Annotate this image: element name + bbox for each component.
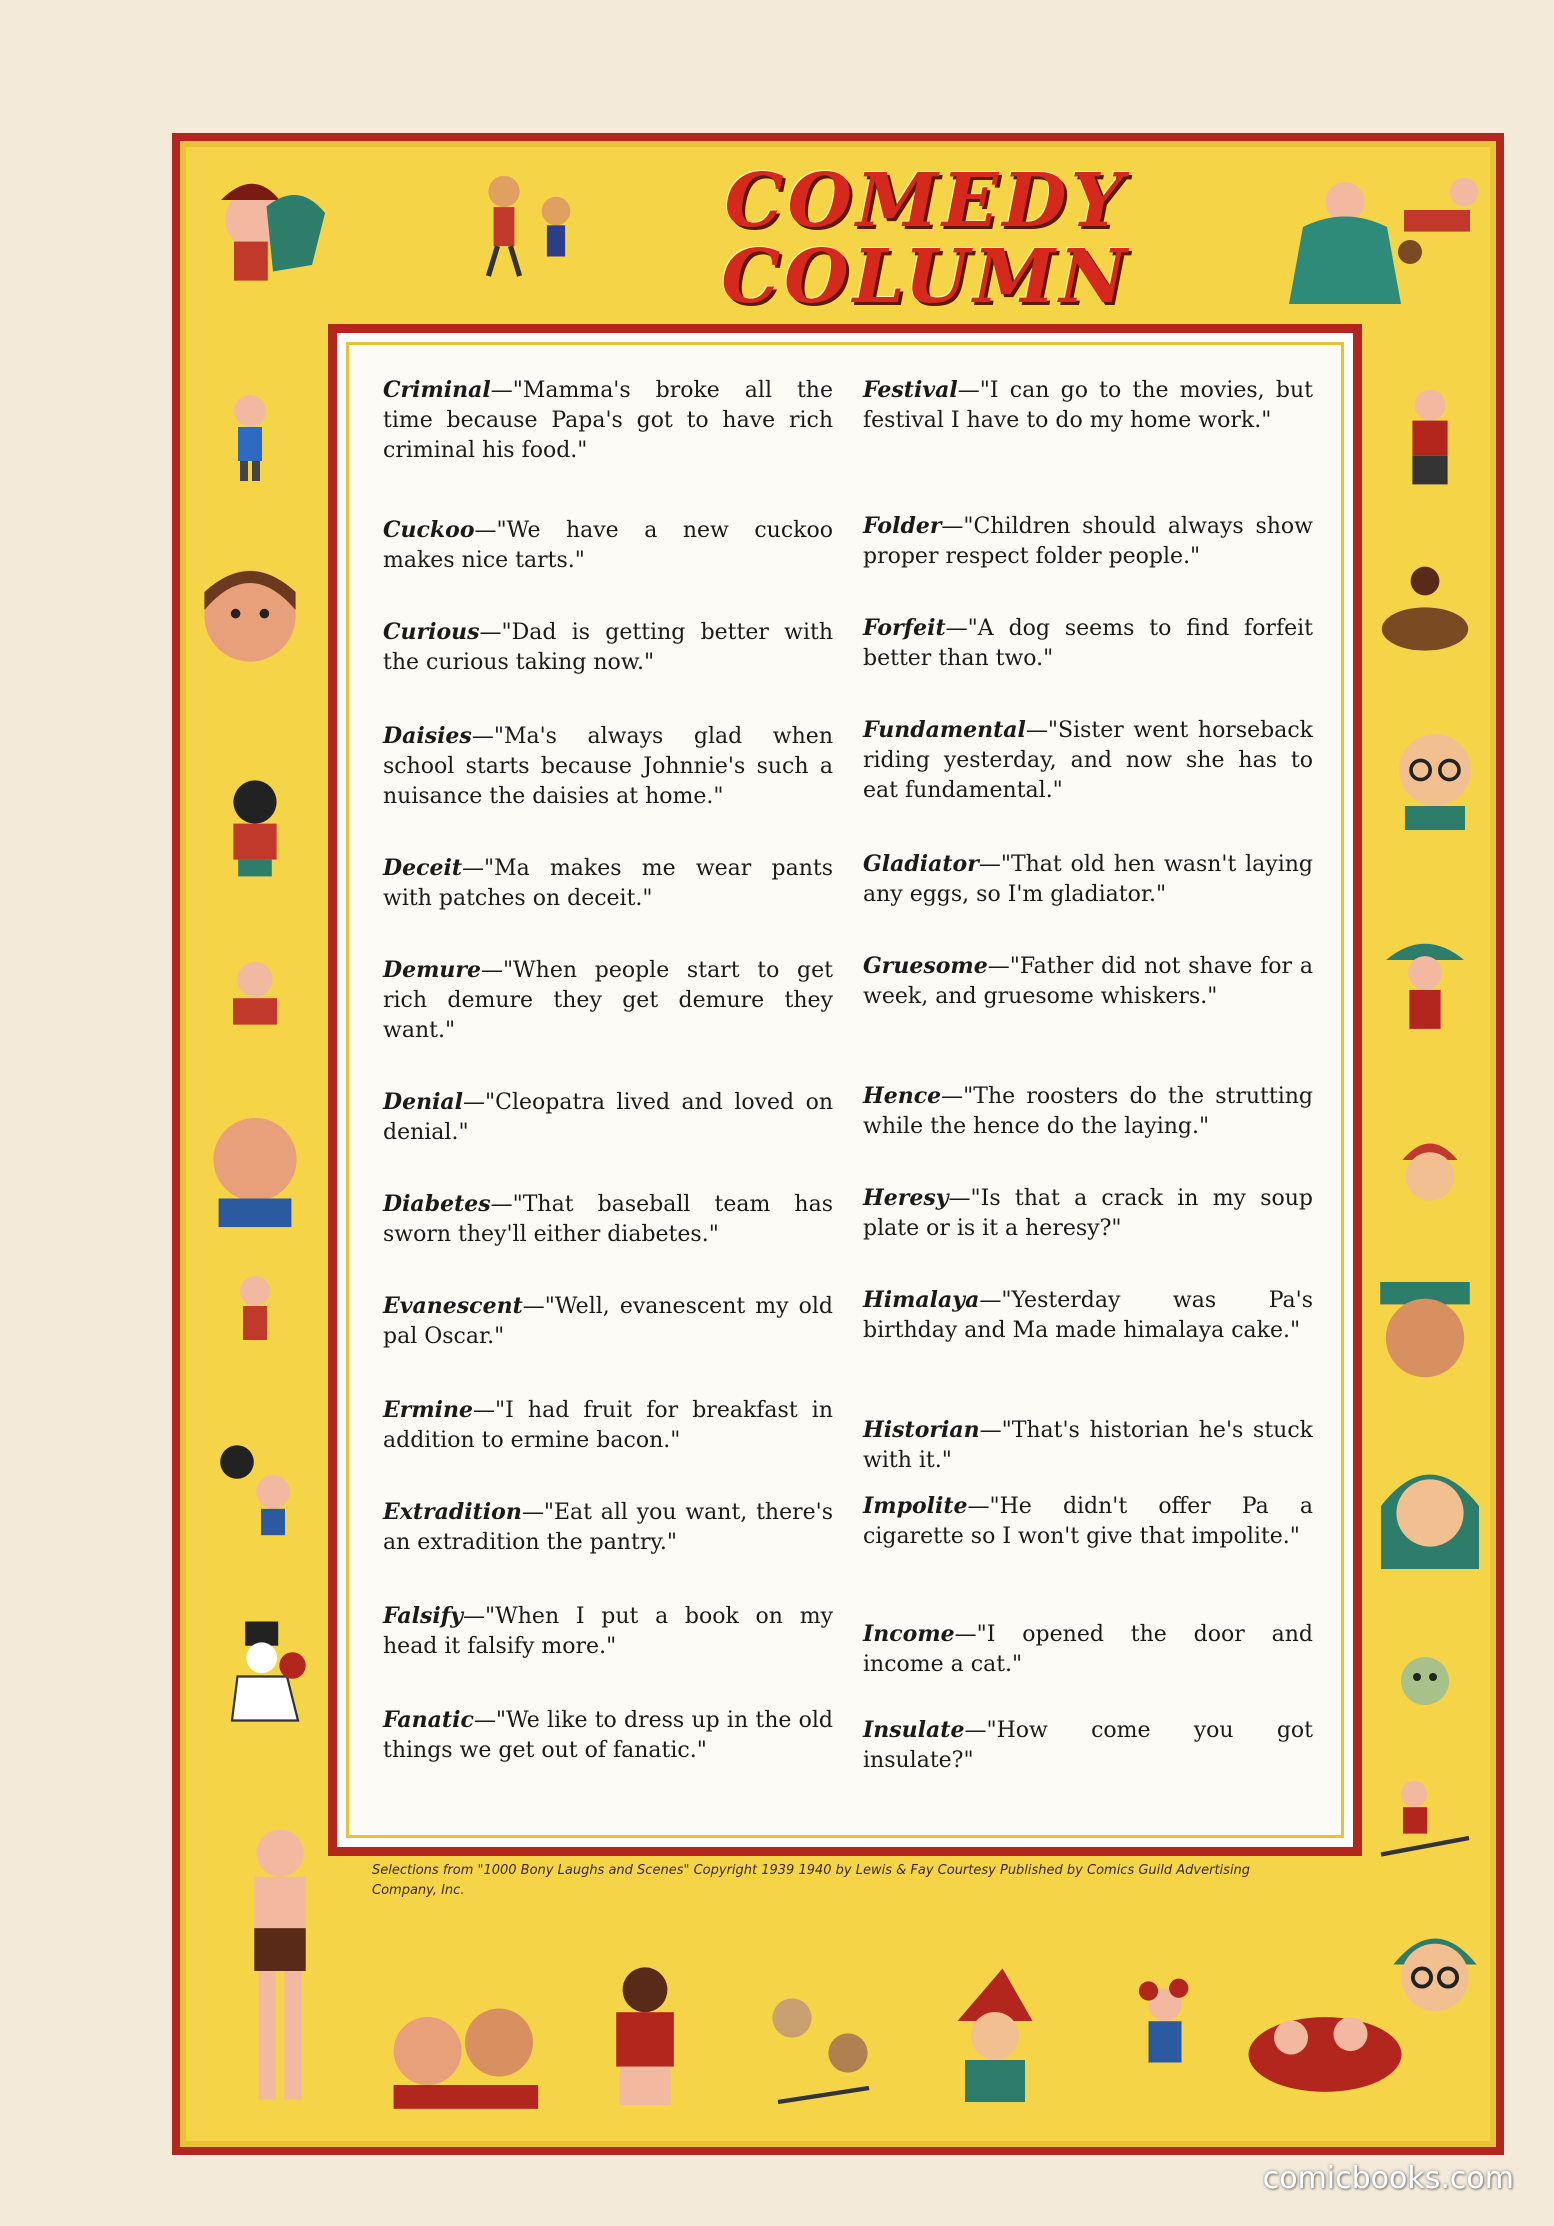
joke-entry [383,1497,833,1558]
joke-word: Gruesome [863,953,988,979]
joke-word: Heresy [863,1185,949,1211]
joke-word: Deceit [383,855,462,881]
joke-text: —"Eat all you want, there's an extradition the pantry." [383,1500,833,1555]
comedy-column-frame [172,133,1504,2155]
joke-text: —"Yesterday was Pa's birthday and Ma made himalaya cake." [863,1288,1313,1343]
gnome-icon [920,1951,1070,2121]
joke-text: —"We like to dress up in the old things we get out of fanatic." [383,1708,833,1763]
skier-icon [1365,1761,1485,1871]
bald-man-icon [190,1091,320,1241]
joke-entry [863,375,1313,436]
joke-word: Extradition [383,1499,522,1525]
joke-word: Forfeit [863,615,946,641]
joke-entry [383,1705,833,1766]
site-watermark: comicbooks.com [1262,2161,1514,2196]
joke-panel [328,324,1362,1856]
joke-text: —"That old hen wasn't laying any eggs, so I'm gladiator." [863,852,1313,907]
joke-entry [863,511,1313,572]
joke-word: Income [863,1621,955,1647]
joke-word: Daisies [383,723,472,749]
joke-word: Diabetes [383,1191,491,1217]
joke-entry [863,1715,1313,1776]
joke-text: —"Ma makes me wear pants with patches on deceit." [383,856,833,911]
joke-entry [863,849,1313,910]
joke-text: —"That's historian he's stuck with it." [863,1418,1313,1473]
boy-with-flowers-icon [1110,1971,1220,2121]
joke-text: —"Cleopatra lived and loved on denial." [383,1090,833,1145]
joke-text: —"The roosters do the strutting while the hence do the laying." [863,1084,1313,1139]
copyright-credit: Selections from "1000 Bony Laughs and Scenes" Copyright 1939 1940 by Lewis & Fay Courtesy Published by Comics Guild Advertising Company, Inc. [372,1863,1251,1898]
joke-entry [863,1183,1313,1244]
page-title [636,158,1216,320]
joke-entry [383,955,833,1046]
joke-word: Falsify [383,1603,464,1629]
joke-word: Curious [383,619,480,645]
joke-text: —"Children should always show proper respect folder people." [863,514,1313,569]
spectacled-man-icon [1375,701,1495,851]
dancing-figures-icon [450,159,610,289]
joke-word: Impolite [863,1493,968,1519]
joke-text: —"How come you got insulate?" [863,1718,1313,1773]
joke-word: Fundamental [863,717,1026,743]
joke-text: —"Sister went horseback riding yesterday, and now she has to eat fundamental." [863,718,1313,803]
joke-entry [863,951,1313,1012]
top-hat-gentleman-icon [210,1596,320,1746]
joke-entry [863,1081,1313,1142]
joke-entry [383,1189,833,1250]
joke-word: Fanatic [383,1707,474,1733]
joke-entry [383,853,833,914]
joke-text: —"When I put a book on my head it falsify more." [383,1604,833,1659]
joke-text: —"When people start to get rich demure they get demure they want." [383,958,833,1043]
joke-word: Folder [863,513,942,539]
woman-reading-icon [1375,361,1485,511]
joke-word: Himalaya [863,1287,980,1313]
joke-entry [383,1291,833,1352]
joke-word: Criminal [383,377,491,403]
joke-text: —"Dad is getting better with the curious taking now." [383,620,833,675]
bathing-girl-icon [215,1821,345,2121]
joke-entry [383,1601,833,1662]
joke-word: Denial [383,1089,464,1115]
joke-word: Gladiator [863,851,979,877]
joke-word: Historian [863,1417,980,1443]
joke-text: —"I opened the door and income a cat." [863,1622,1313,1677]
joke-text: —"Ma's always glad when school starts because Johnnie's such a nuisance the daisies at home." [383,724,833,809]
boy-left-1-icon [200,376,300,496]
two-heads-icon [380,1991,550,2111]
title-line-2: COLUMN [721,234,1131,320]
joke-entry [863,1491,1313,1552]
mouse-character-icon [195,751,315,901]
crashing-car-icon [1240,1981,1410,2111]
joke-text: —"Is that a crack in my soup plate or is it a heresy?" [863,1186,1313,1241]
pirate-dancer-icon [1360,911,1490,1061]
aviator-face-icon [190,536,310,696]
elf-icon [1375,1621,1475,1741]
joke-panel-inner [346,342,1344,1838]
rider-icon [1365,551,1485,671]
joke-text: —"He didn't offer Pa a cigarette so I won't give that impolite." [863,1494,1313,1549]
joke-text: —"I had fruit for breakfast in addition to ermine bacon." [383,1398,833,1453]
old-woman-icon [1360,1421,1500,1591]
joke-word: Demure [383,957,481,983]
joke-entry [863,613,1313,674]
joke-word: Ermine [383,1397,473,1423]
joke-entry [863,715,1313,806]
dogs-playing-icon [750,1971,890,2121]
joke-entry [863,1415,1313,1476]
joke-text: —"Well, evanescent my old pal Oscar." [383,1294,833,1349]
joke-word: Hence [863,1083,942,1109]
joke-word: Evanescent [383,1293,523,1319]
joke-text: —"That baseball team has sworn they'll either diabetes." [383,1192,833,1247]
joke-text: —"Father did not shave for a week, and gruesome whiskers." [863,954,1313,1009]
joke-word: Insulate [863,1717,965,1743]
flying-man-icon [1380,151,1500,281]
duo-characters-icon [195,1416,315,1556]
capped-man-icon [1355,1251,1495,1411]
joke-entry [383,515,833,576]
joke-entry [863,1619,1313,1680]
sitting-boy-icon [200,941,310,1051]
joke-entry [863,1285,1313,1346]
red-hat-kid-icon [1375,1111,1485,1231]
girl-red-dress-icon [580,1961,710,2121]
joke-text: —"A dog seems to find forfeit better than two." [863,616,1313,671]
joke-text: —"We have a new cuckoo makes nice tarts." [383,518,833,573]
joke-text: —"I can go to the movies, but festival I have to do my home work." [863,378,1313,433]
joke-word: Festival [863,377,958,403]
joke-entry [383,617,833,678]
joke-text: —"Mamma's broke all the time because Papa's got to have rich criminal his food." [383,378,833,463]
joke-word: Cuckoo [383,517,475,543]
joke-entry [383,375,833,466]
joke-entry [383,1087,833,1148]
small-boy-icon [205,1251,305,1381]
kissing-couple-icon [198,161,348,291]
joke-entry [383,1395,833,1456]
title-line-1: COMEDY [724,158,1128,244]
joke-entry [383,721,833,812]
